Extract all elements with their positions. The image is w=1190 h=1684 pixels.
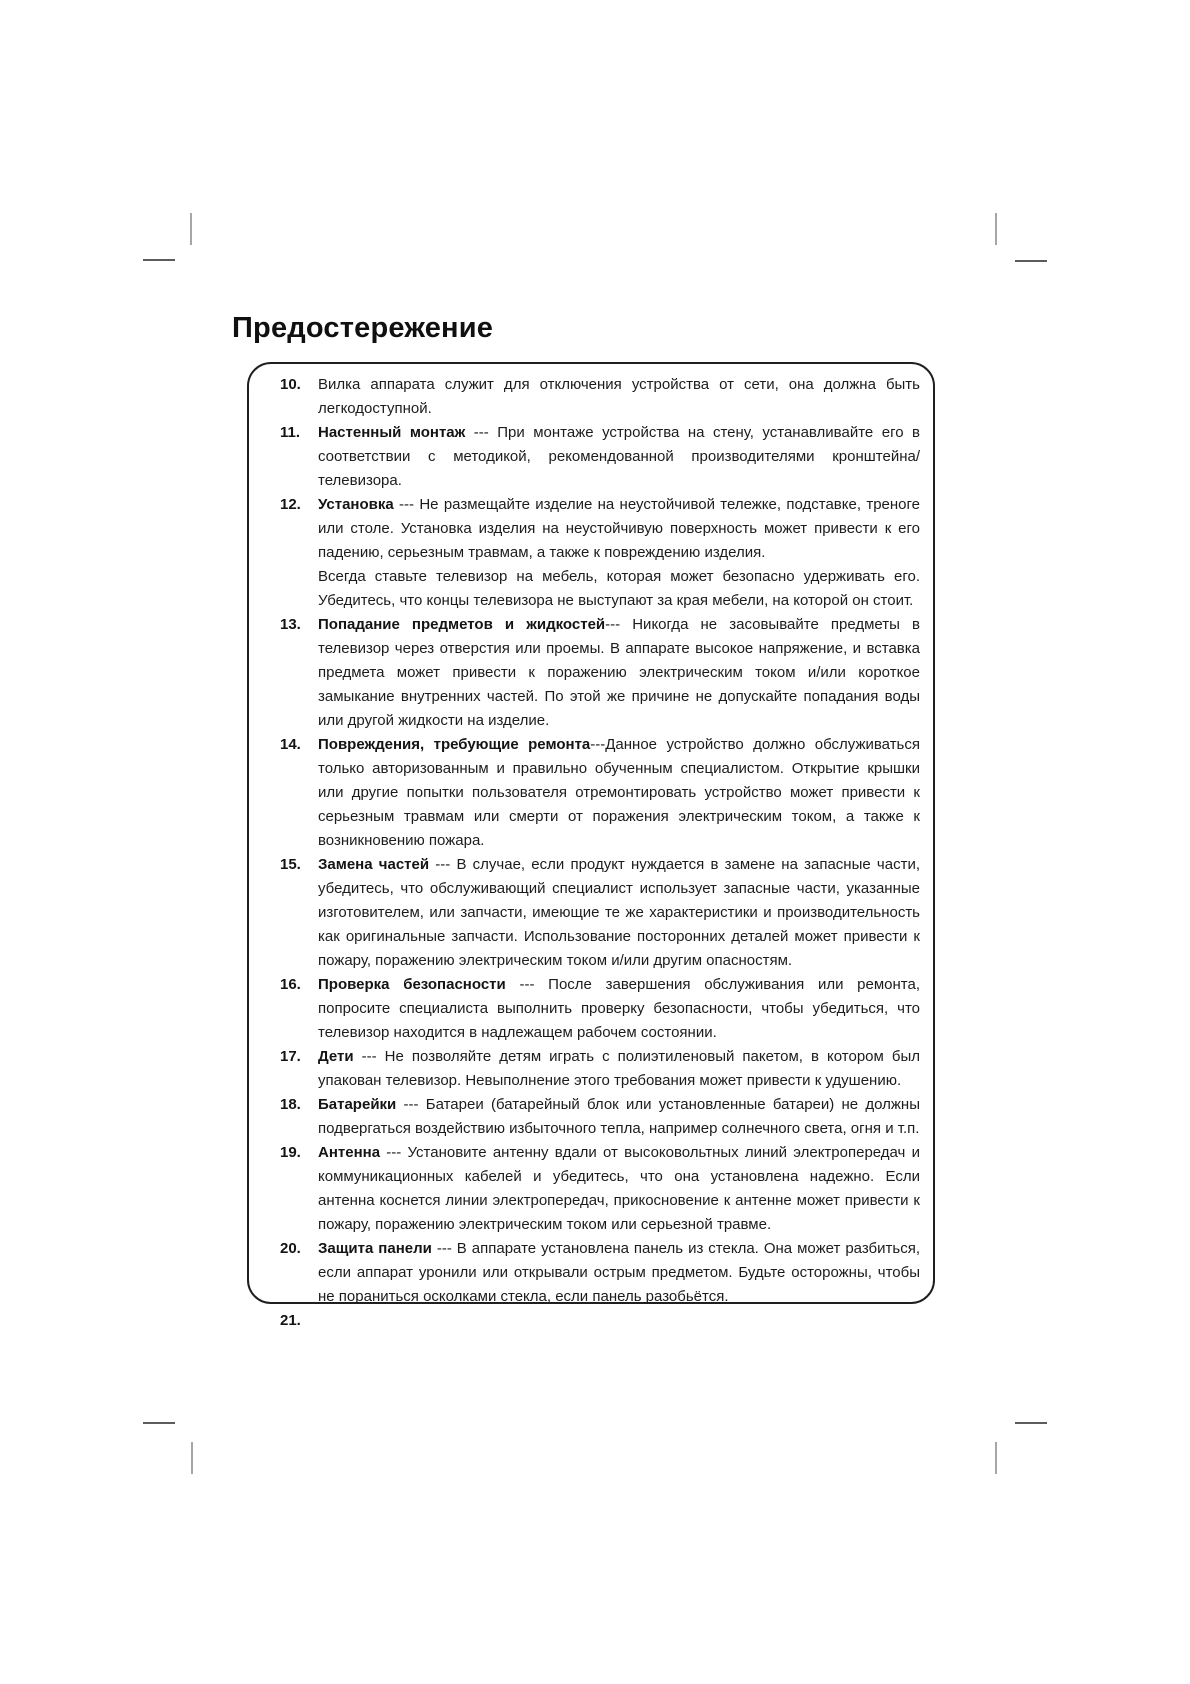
crop-mark (191, 1442, 193, 1474)
item-body (318, 373, 933, 421)
item-number: 17. (280, 1048, 301, 1065)
crop-mark (995, 213, 997, 245)
crop-mark (190, 213, 192, 245)
list-item (249, 421, 933, 493)
item-number: 14. (280, 736, 301, 753)
item-paragraph: Вилка аппарата служит для отключения устройства от сети, она должна быть легкодоступной. (318, 376, 920, 417)
item-heading: Батарейки (318, 1096, 397, 1113)
crop-mark (995, 1442, 997, 1474)
list-item (249, 1045, 933, 1093)
item-heading: Настенный монтаж (318, 424, 466, 441)
list-item (249, 853, 933, 973)
list-item (249, 373, 933, 421)
item-number: 18. (280, 1096, 301, 1113)
list-item (249, 1141, 933, 1237)
warning-list (249, 373, 933, 1333)
item-heading: Замена частей (318, 856, 430, 873)
item-body (318, 853, 933, 973)
list-item (249, 973, 933, 1045)
item-paragraph: Дети --- Не позволяйте детям играть с полиэтиленовый пакетом, в котором был упакован телевизор. Невыполнение этого требования может привести к удушению. (318, 1048, 920, 1089)
list-item (249, 733, 933, 853)
crop-mark (143, 1422, 175, 1424)
item-body (318, 613, 933, 733)
item-number: 21. (280, 1312, 301, 1329)
item-heading: Установка (318, 496, 394, 513)
item-number: 16. (280, 976, 301, 993)
item-paragraph: Замена частей --- В случае, если продукт нуждается в замене на запасные части, убедитесь, что обслуживающий специалист использует запасные части, указанные изготовителем, или запчасти, имеющие те же характеристики и производительность как оригинальные запчасти. Использование посторонних деталей может привести к пожару, поражению электрическим током и/или другим опасностям. (318, 856, 920, 969)
crop-mark (1015, 260, 1047, 262)
item-paragraph: Антенна --- Установите антенну вдали от высоковольтных линий электропередач и коммуникационных кабелей и убедитесь, что она установлена надежно. Если антенна коснется линии электропередач, прикосновение к антенне может привести к пожару, поражению электрическим током или серьезной травме. (318, 1144, 920, 1233)
item-heading: Дети (318, 1048, 354, 1065)
item-paragraph: Повреждения, требующие ремонта---Данное устройство должно обслуживаться только авторизованным и правильно обученным специалистом. Открытие крышки или другие попытки пользователя отремонтировать устройство может привести к серьезным травмам или смерти от поражения электрическим током, а также к возникновению пожара. (318, 736, 920, 849)
item-number: 15. (280, 856, 301, 873)
item-paragraph: Установка --- Не размещайте изделие на неустойчивой тележке, подставке, треноге или столе. Установка изделия на неустойчивую поверхность может привести к его падению, серьезным травмам, а также к повреждению изделия. (318, 496, 920, 561)
item-heading: Защита панели (318, 1240, 432, 1257)
item-body (318, 1309, 933, 1333)
page-title: Предостережение (232, 312, 494, 344)
crop-mark (1015, 1422, 1047, 1424)
item-heading: Проверка безопасности (318, 976, 506, 993)
item-paragraph: Настенный монтаж --- При монтаже устройства на стену, устанавливайте его в соответствии с методикой, рекомендованной производителями кронштейна/телевизора. (318, 424, 921, 489)
item-heading: Повреждения, требующие ремонта (318, 736, 591, 753)
list-item (249, 1309, 933, 1333)
item-paragraph: Всегда ставьте телевизор на мебель, которая может безопасно удерживать его. Убедитесь, что концы телевизора не выступают за края мебели, на которой он стоит. (318, 568, 920, 609)
item-body (318, 1237, 933, 1309)
item-body (318, 733, 933, 853)
item-paragraph: Проверка безопасности --- После завершения обслуживания или ремонта, попросите специалиста выполнить проверку безопасности, чтобы убедиться, что телевизор находится в надлежащем рабочем состоянии. (318, 976, 921, 1041)
list-item (249, 1237, 933, 1309)
item-heading: Попадание предметов и жидкостей (318, 616, 606, 633)
item-heading: Антенна (318, 1144, 381, 1161)
item-number: 10. (280, 376, 301, 393)
item-body (318, 1141, 933, 1237)
item-body (318, 421, 933, 493)
item-number: 20. (280, 1240, 301, 1257)
item-paragraph: Попадание предметов и жидкостей--- Никогда не засовывайте предметы в телевизор через отверстия или проемы. В аппарате высокое напряжение, и вставка предмета может привести к поражению электрическим током и/или короткое замыкание внутренних частей. По этой же причине не допускайте попадания воды или другой жидкости на изделие. (318, 616, 920, 729)
item-paragraph: Защита панели --- В аппарате установлена панель из стекла. Она может разбиться, если аппарат уронили или открывали острым предметом. Будьте осторожны, чтобы не пораниться осколками стекла, если панель разобьётся. (318, 1240, 920, 1305)
item-number: 13. (280, 616, 301, 633)
crop-mark (143, 259, 175, 261)
warning-box (247, 362, 935, 1329)
list-item (249, 493, 933, 613)
item-number: 11. (280, 424, 301, 441)
item-number: 12. (280, 496, 301, 513)
item-number: 19. (280, 1144, 301, 1161)
item-body (318, 493, 933, 613)
list-item (249, 1093, 933, 1141)
item-body (318, 973, 933, 1045)
item-paragraph: Батарейки --- Батареи (батарейный блок или установленные батареи) не должны подвергаться воздействию избыточного тепла, например солнечного света, огня и т.п. (318, 1096, 920, 1137)
item-body (318, 1045, 933, 1093)
item-body (318, 1093, 933, 1141)
list-item (249, 613, 933, 733)
